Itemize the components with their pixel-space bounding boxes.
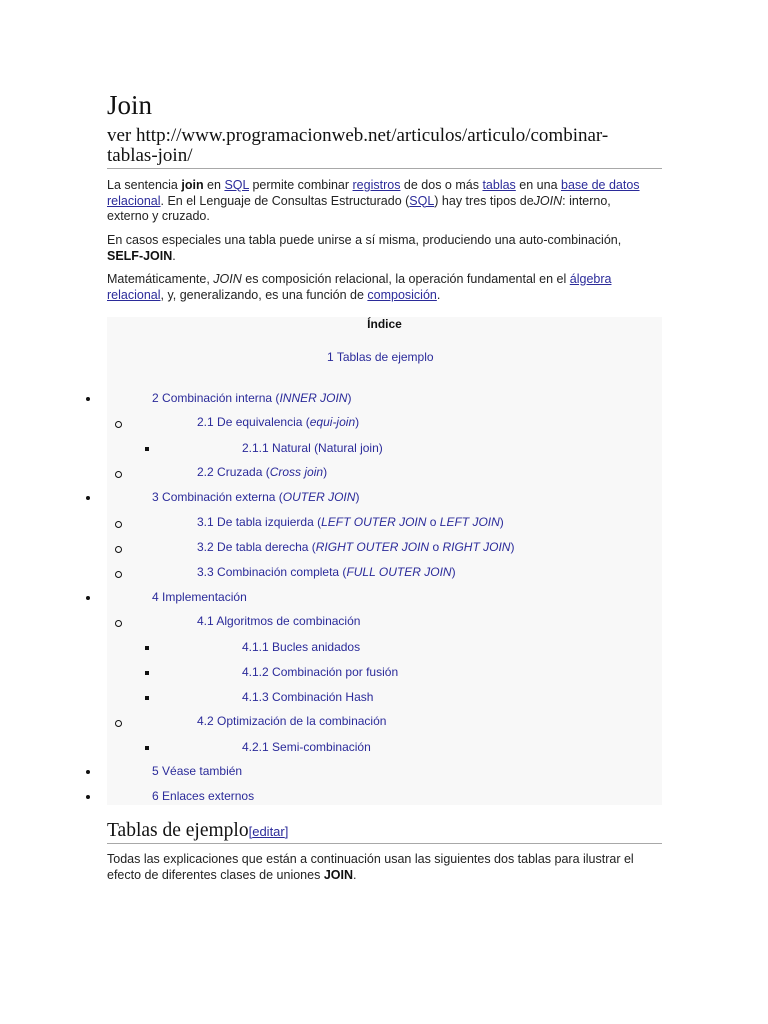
toc-bullet-circle <box>115 521 122 528</box>
toc-item-number: 2.2 <box>197 465 214 479</box>
toc-item-number: 4.1.1 <box>242 640 269 654</box>
toc-bullet-dot <box>86 795 90 799</box>
text: en una <box>515 178 561 192</box>
toc-item-number: 2.1 <box>197 415 214 429</box>
toc-bullet-circle <box>115 620 122 627</box>
toc-item-text: ) <box>323 465 328 479</box>
toc-item-text: ) <box>347 391 352 405</box>
toc-item-text: Natural (Natural join) <box>272 441 383 455</box>
toc-item[interactable] <box>197 515 504 529</box>
toc-item-number: 3 <box>152 490 159 504</box>
section-heading-text: Tablas de ejemplo <box>107 820 249 841</box>
toc-item[interactable] <box>197 714 386 728</box>
text: Todas las explicaciones que están a continuación usan las siguientes dos tablas para ilustrar el efecto de diferentes clases de uniones <box>107 852 634 882</box>
toc-item-text: Implementación <box>162 590 247 604</box>
link-composicion[interactable]: composición <box>367 287 437 302</box>
toc-item[interactable] <box>197 415 359 429</box>
text: : interno, externo y cruzado. <box>107 193 611 223</box>
text: Matemáticamente, <box>107 272 214 286</box>
toc-bullet-circle <box>115 720 122 727</box>
section-paragraph <box>107 852 647 883</box>
italic-term: JOIN <box>213 272 242 286</box>
bold-term: join <box>181 178 204 192</box>
toc-item-italic: equi-join <box>309 415 356 429</box>
toc-item-text: ) <box>355 490 360 504</box>
toc-item-text: ) <box>355 415 360 429</box>
text: ) hay tres tipos de <box>434 193 534 208</box>
toc-item-text: De equivalencia ( <box>217 415 310 429</box>
toc-bullet-dot <box>86 397 90 401</box>
toc-item-text: ) <box>510 540 515 554</box>
toc-item-italic: LEFT JOIN <box>439 515 500 529</box>
edit-section-link[interactable] <box>249 824 289 839</box>
link-registros[interactable]: registros <box>352 178 401 192</box>
toc-item-text: o <box>429 540 443 554</box>
toc-bullet-square <box>145 696 149 700</box>
link-tablas[interactable]: tablas <box>482 178 516 192</box>
toc-item[interactable] <box>242 441 383 455</box>
link-base-de-datos-relacional[interactable]: base de datos relacional <box>107 178 640 208</box>
bold-term: JOIN <box>323 867 353 882</box>
edit-bracket-open: [ <box>248 824 253 839</box>
toc-item[interactable] <box>152 490 359 504</box>
page-title: Join <box>107 90 153 120</box>
text: . <box>353 867 357 882</box>
section-heading <box>107 820 288 842</box>
toc-item-text: Cruzada ( <box>217 465 270 479</box>
toc-item-number: 6 <box>152 789 159 803</box>
toc-item[interactable] <box>242 640 360 654</box>
toc-item-italic: OUTER JOIN <box>282 490 356 504</box>
toc-item-number: 4.1.3 <box>242 690 269 704</box>
toc-item-italic: INNER JOIN <box>279 391 348 405</box>
link-algebra-relacional[interactable]: álgebra relacional <box>107 272 612 302</box>
toc-item[interactable] <box>152 391 351 405</box>
toc-item[interactable] <box>197 565 456 579</box>
toc-bullet-square <box>145 746 149 750</box>
toc-bullet-square <box>145 646 149 650</box>
title-divider <box>107 168 662 169</box>
toc-item-number: 4.1 <box>197 614 214 628</box>
toc-item-text: Combinación completa ( <box>217 565 347 579</box>
toc-item-italic: RIGHT JOIN <box>442 540 511 554</box>
toc-item-number: 2.1.1 <box>242 441 269 455</box>
section-divider <box>107 843 662 844</box>
toc-item-text: Semi-combinación <box>272 740 371 754</box>
toc-item-text: Tablas de ejemplo <box>336 350 434 364</box>
page-subtitle-url: ver http://www.programacionweb.net/articulos/articulo/combinar-tablas-join/ <box>107 125 609 166</box>
toc-item[interactable] <box>197 614 360 628</box>
toc-item-number: 4.1.2 <box>242 665 269 679</box>
toc-item[interactable] <box>152 590 247 604</box>
toc-item[interactable] <box>327 350 434 364</box>
edit-label[interactable]: editar <box>252 824 285 839</box>
toc-bullet-dot <box>86 770 90 774</box>
toc-item[interactable] <box>242 690 373 704</box>
text: . En el Lenguaje de Consultas Estructurado ( <box>160 193 410 208</box>
toc-item[interactable] <box>242 665 398 679</box>
toc-item-text: Combinación interna ( <box>162 391 280 405</box>
toc-item[interactable] <box>242 740 371 754</box>
toc-item-number: 5 <box>152 764 159 778</box>
toc-item-italic: RIGHT OUTER JOIN <box>315 540 430 554</box>
toc-bullet-square <box>145 671 149 675</box>
toc-bullet-circle <box>115 471 122 478</box>
toc-item[interactable] <box>152 789 254 803</box>
toc-item-text: Combinación Hash <box>272 690 374 704</box>
toc-item-text: Optimización de la combinación <box>217 714 387 728</box>
toc-item[interactable] <box>197 465 327 479</box>
toc-item-number: 2 <box>152 391 159 405</box>
text: en <box>203 178 225 192</box>
toc-bullet-circle <box>115 571 122 578</box>
toc-item-number: 3.3 <box>197 565 214 579</box>
toc-item-text: Combinación por fusión <box>272 665 399 679</box>
toc-item-text: De tabla derecha ( <box>217 540 316 554</box>
text: En casos especiales una tabla puede unirse a sí misma, produciendo una auto-combinación, <box>107 233 622 247</box>
toc-item-number: 4.2 <box>197 714 214 728</box>
toc-item-text: De tabla izquierda ( <box>217 515 322 529</box>
math-paragraph <box>107 272 647 303</box>
toc-item-text: Bucles anidados <box>272 640 361 654</box>
toc-item-italic: LEFT OUTER JOIN <box>321 515 427 529</box>
toc-bullet-dot <box>86 596 90 600</box>
toc-bullet-dot <box>86 496 90 500</box>
link-sql-2[interactable]: SQL <box>409 193 435 208</box>
toc-item-italic: FULL OUTER JOIN <box>346 565 452 579</box>
italic-term: JOIN <box>533 193 563 208</box>
intro-paragraph <box>107 178 647 225</box>
text: permite combinar <box>249 178 353 192</box>
text: de dos o más <box>400 178 483 192</box>
bold-term: SELF-JOIN <box>107 248 173 263</box>
toc-bullet-square <box>145 447 149 451</box>
text: , y, generalizando, es una función de <box>160 287 368 302</box>
toc-item-text: ) <box>499 515 504 529</box>
toc-item-text: Enlaces externos <box>162 789 255 803</box>
edit-bracket-close: ] <box>284 824 289 839</box>
toc-bullet-circle <box>115 421 122 428</box>
text: . <box>436 287 441 302</box>
toc-item-number: 1 <box>327 350 334 364</box>
toc-item-number: 4 <box>152 590 159 604</box>
toc-item-text: Véase también <box>162 764 243 778</box>
self-join-paragraph <box>107 233 647 264</box>
toc-item-text: o <box>426 515 440 529</box>
toc-item-italic: Cross join <box>269 465 324 479</box>
toc-item-text: Algoritmos de combinación <box>216 614 361 628</box>
text: . <box>172 248 176 263</box>
toc-item-text: ) <box>451 565 456 579</box>
toc-title: Índice <box>367 317 402 331</box>
toc-item-number: 3.1 <box>197 515 214 529</box>
text: La sentencia <box>107 178 182 192</box>
toc-item-number: 4.2.1 <box>242 740 269 754</box>
toc-item[interactable] <box>197 540 514 554</box>
toc-item-number: 3.2 <box>197 540 214 554</box>
link-sql[interactable]: SQL <box>224 178 249 192</box>
toc-item-text: Combinación externa ( <box>162 490 283 504</box>
toc-bullet-circle <box>115 546 122 553</box>
toc-item[interactable] <box>152 764 242 778</box>
text: es composición relacional, la operación fundamental en el <box>241 272 570 286</box>
